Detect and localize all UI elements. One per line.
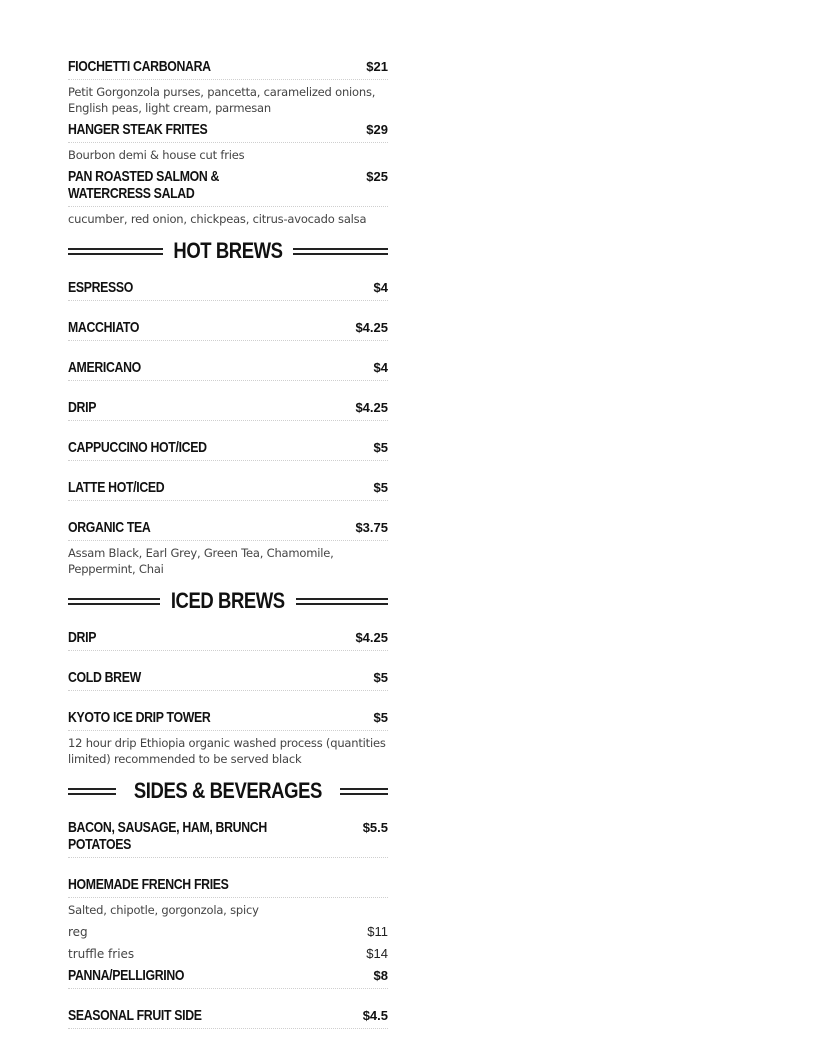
item-price: $5.5 <box>362 820 388 835</box>
menu-item <box>68 707 388 731</box>
item-description: Petit Gorgonzola purses, pancetta, caramelized onions, English peas, light cream, parmesan <box>68 85 376 115</box>
menu-item <box>68 517 388 541</box>
item-price: $5 <box>373 670 388 685</box>
item-name: ESPRESSO <box>68 279 134 296</box>
item-name: CAPPUCCINO HOT/ICED <box>68 439 207 456</box>
section-header-sides-beverages <box>68 771 388 811</box>
menu-item <box>68 817 388 858</box>
item-price: $4.25 <box>355 320 388 335</box>
divider-rule <box>68 598 160 605</box>
option-row <box>68 921 388 943</box>
item-price: $5 <box>373 480 388 495</box>
item-name: HOMEMADE FRENCH FRIES <box>68 876 229 893</box>
item-price: $4.5 <box>362 1008 388 1023</box>
divider-rule <box>296 598 388 605</box>
section-title: HOT BREWS <box>173 238 283 263</box>
option-row <box>68 943 388 965</box>
section-title: SIDES & BEVERAGES <box>134 778 322 803</box>
item-description: Bourbon demi & house cut fries <box>68 148 245 162</box>
menu-item <box>68 627 388 651</box>
item-name: COLD BREW <box>68 669 141 686</box>
item-description: Salted, chipotle, gorgonzola, spicy <box>68 903 259 917</box>
section-header-iced-brews <box>68 581 388 621</box>
item-price: $4 <box>373 280 388 295</box>
section-header-hot-brews <box>68 231 388 271</box>
item-price: $29 <box>366 122 388 137</box>
item-price: $4.25 <box>355 400 388 415</box>
item-price: $25 <box>366 169 388 184</box>
item-name: BACON, SAUSAGE, HAM, BRUNCH POTATOES <box>68 819 267 853</box>
menu-item <box>68 437 388 461</box>
menu-item <box>68 397 388 421</box>
option-price: $11 <box>367 924 388 939</box>
item-name: KYOTO ICE DRIP TOWER <box>68 709 211 726</box>
item-description: cucumber, red onion, chickpeas, citrus-avocado salsa <box>68 212 367 226</box>
menu-item <box>68 56 388 80</box>
menu-item <box>68 477 388 501</box>
menu-item <box>68 874 388 898</box>
menu-item <box>68 166 388 207</box>
item-name: ORGANIC TEA <box>68 519 151 536</box>
option-price: $14 <box>366 946 388 961</box>
divider-rule <box>68 788 116 795</box>
item-price: $21 <box>366 59 388 74</box>
menu-item <box>68 1005 388 1029</box>
menu-item <box>68 357 388 381</box>
item-price: $4 <box>373 360 388 375</box>
menu-item <box>68 277 388 301</box>
option-label: truffle fries <box>68 947 135 961</box>
item-description: 12 hour drip Ethiopia organic washed process (quantities limited) recommended to be served black <box>68 736 386 766</box>
item-name: SEASONAL FRUIT SIDE <box>68 1007 202 1024</box>
divider-rule <box>340 788 388 795</box>
item-price: $5 <box>373 710 388 725</box>
menu-item <box>68 317 388 341</box>
item-price: $8 <box>373 968 388 983</box>
menu-item <box>68 965 388 989</box>
item-price: $5 <box>373 440 388 455</box>
item-description: Assam Black, Earl Grey, Green Tea, Chamomile, Peppermint, Chai <box>68 546 334 576</box>
item-name: PAN ROASTED SALMON & WATERCRESS SALAD <box>68 168 220 202</box>
item-name: AMERICANO <box>68 359 141 376</box>
menu-column <box>68 56 388 1029</box>
item-name: MACCHIATO <box>68 319 140 336</box>
item-name: LATTE HOT/ICED <box>68 479 165 496</box>
item-name: DRIP <box>68 399 97 416</box>
menu-item <box>68 119 388 143</box>
item-price: $4.25 <box>355 630 388 645</box>
section-title: ICED BREWS <box>171 588 285 613</box>
menu-item <box>68 667 388 691</box>
item-name: PANNA/PELLIGRINO <box>68 967 185 984</box>
option-label: reg <box>68 925 88 939</box>
item-name: HANGER STEAK FRITES <box>68 121 208 138</box>
item-name: DRIP <box>68 629 97 646</box>
item-price: $3.75 <box>355 520 388 535</box>
divider-rule <box>68 248 163 255</box>
item-name: FIOCHETTI CARBONARA <box>68 58 211 75</box>
divider-rule <box>293 248 388 255</box>
